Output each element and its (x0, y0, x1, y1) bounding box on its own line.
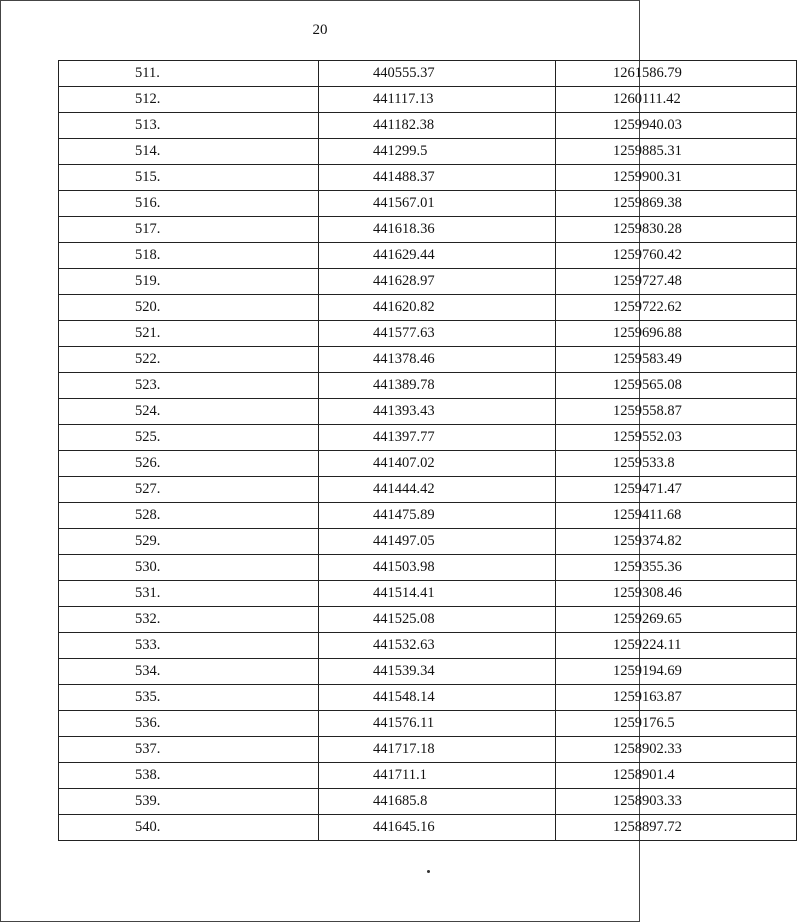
y-coordinate-cell: 1261586.79 (556, 61, 797, 87)
x-coordinate-cell: 440555.37 (319, 61, 556, 87)
point-number-cell: 537. (59, 737, 319, 763)
table-row (59, 165, 797, 191)
point-number-cell: 514. (59, 139, 319, 165)
y-coordinate-cell: 1258902.33 (556, 737, 797, 763)
y-coordinate-cell: 1259722.62 (556, 295, 797, 321)
x-coordinate-cell: 441628.97 (319, 269, 556, 295)
x-coordinate-cell: 441299.5 (319, 139, 556, 165)
x-coordinate-cell: 441407.02 (319, 451, 556, 477)
table-row (59, 607, 797, 633)
x-coordinate-cell: 441444.42 (319, 477, 556, 503)
x-coordinate-cell: 441567.01 (319, 191, 556, 217)
y-coordinate-cell: 1258897.72 (556, 815, 797, 841)
point-number-cell: 532. (59, 607, 319, 633)
point-number-cell: 531. (59, 581, 319, 607)
x-coordinate-cell: 441514.41 (319, 581, 556, 607)
point-number-cell: 515. (59, 165, 319, 191)
table-row (59, 685, 797, 711)
table-row (59, 815, 797, 841)
x-coordinate-cell: 441397.77 (319, 425, 556, 451)
table-row (59, 87, 797, 113)
y-coordinate-cell: 1259900.31 (556, 165, 797, 191)
point-number-cell: 518. (59, 243, 319, 269)
x-coordinate-cell: 441620.82 (319, 295, 556, 321)
scan-speck (427, 870, 430, 873)
x-coordinate-cell: 441576.11 (319, 711, 556, 737)
x-coordinate-cell: 441711.1 (319, 763, 556, 789)
table-row (59, 555, 797, 581)
table-row (59, 321, 797, 347)
point-number-cell: 539. (59, 789, 319, 815)
table-row (59, 711, 797, 737)
table-row (59, 113, 797, 139)
point-number-cell: 528. (59, 503, 319, 529)
table-row (59, 659, 797, 685)
x-coordinate-cell: 441475.89 (319, 503, 556, 529)
point-number-cell: 522. (59, 347, 319, 373)
y-coordinate-cell: 1259552.03 (556, 425, 797, 451)
point-number-cell: 540. (59, 815, 319, 841)
y-coordinate-cell: 1259533.8 (556, 451, 797, 477)
x-coordinate-cell: 441393.43 (319, 399, 556, 425)
y-coordinate-cell: 1259727.48 (556, 269, 797, 295)
table-row (59, 529, 797, 555)
y-coordinate-cell: 1259411.68 (556, 503, 797, 529)
table-row (59, 581, 797, 607)
y-coordinate-cell: 1259869.38 (556, 191, 797, 217)
table-row (59, 633, 797, 659)
x-coordinate-cell: 441182.38 (319, 113, 556, 139)
x-coordinate-cell: 441577.63 (319, 321, 556, 347)
table-row (59, 243, 797, 269)
point-number-cell: 523. (59, 373, 319, 399)
x-coordinate-cell: 441685.8 (319, 789, 556, 815)
y-coordinate-cell: 1258901.4 (556, 763, 797, 789)
table-row (59, 737, 797, 763)
point-number-cell: 536. (59, 711, 319, 737)
y-coordinate-cell: 1259374.82 (556, 529, 797, 555)
y-coordinate-cell: 1258903.33 (556, 789, 797, 815)
y-coordinate-cell: 1259224.11 (556, 633, 797, 659)
table-row (59, 61, 797, 87)
y-coordinate-cell: 1259355.36 (556, 555, 797, 581)
x-coordinate-cell: 441532.63 (319, 633, 556, 659)
point-number-cell: 512. (59, 87, 319, 113)
point-number-cell: 511. (59, 61, 319, 87)
table-row (59, 425, 797, 451)
table-row (59, 763, 797, 789)
table-row (59, 789, 797, 815)
table-row (59, 451, 797, 477)
point-number-cell: 524. (59, 399, 319, 425)
point-number-cell: 527. (59, 477, 319, 503)
x-coordinate-cell: 441539.34 (319, 659, 556, 685)
coordinates-table (58, 60, 797, 841)
point-number-cell: 525. (59, 425, 319, 451)
x-coordinate-cell: 441645.16 (319, 815, 556, 841)
y-coordinate-cell: 1259940.03 (556, 113, 797, 139)
y-coordinate-cell: 1259176.5 (556, 711, 797, 737)
x-coordinate-cell: 441488.37 (319, 165, 556, 191)
page-number: 20 (312, 22, 328, 38)
table-row (59, 503, 797, 529)
y-coordinate-cell: 1259471.47 (556, 477, 797, 503)
x-coordinate-cell: 441717.18 (319, 737, 556, 763)
y-coordinate-cell: 1259696.88 (556, 321, 797, 347)
y-coordinate-cell: 1259583.49 (556, 347, 797, 373)
table-row (59, 217, 797, 243)
y-coordinate-cell: 1259163.87 (556, 685, 797, 711)
table-row (59, 399, 797, 425)
point-number-cell: 519. (59, 269, 319, 295)
table-row (59, 295, 797, 321)
table-row (59, 139, 797, 165)
x-coordinate-cell: 441497.05 (319, 529, 556, 555)
y-coordinate-cell: 1259830.28 (556, 217, 797, 243)
y-coordinate-cell: 1260111.42 (556, 87, 797, 113)
point-number-cell: 535. (59, 685, 319, 711)
table-row (59, 191, 797, 217)
x-coordinate-cell: 441525.08 (319, 607, 556, 633)
table-row (59, 269, 797, 295)
y-coordinate-cell: 1259269.65 (556, 607, 797, 633)
point-number-cell: 520. (59, 295, 319, 321)
point-number-cell: 538. (59, 763, 319, 789)
x-coordinate-cell: 441117.13 (319, 87, 556, 113)
x-coordinate-cell: 441503.98 (319, 555, 556, 581)
table-row (59, 477, 797, 503)
y-coordinate-cell: 1259194.69 (556, 659, 797, 685)
x-coordinate-cell: 441548.14 (319, 685, 556, 711)
table-row (59, 347, 797, 373)
point-number-cell: 529. (59, 529, 319, 555)
point-number-cell: 534. (59, 659, 319, 685)
x-coordinate-cell: 441389.78 (319, 373, 556, 399)
x-coordinate-cell: 441618.36 (319, 217, 556, 243)
point-number-cell: 513. (59, 113, 319, 139)
x-coordinate-cell: 441378.46 (319, 347, 556, 373)
y-coordinate-cell: 1259308.46 (556, 581, 797, 607)
y-coordinate-cell: 1259565.08 (556, 373, 797, 399)
y-coordinate-cell: 1259558.87 (556, 399, 797, 425)
x-coordinate-cell: 441629.44 (319, 243, 556, 269)
point-number-cell: 533. (59, 633, 319, 659)
point-number-cell: 516. (59, 191, 319, 217)
y-coordinate-cell: 1259760.42 (556, 243, 797, 269)
point-number-cell: 517. (59, 217, 319, 243)
point-number-cell: 521. (59, 321, 319, 347)
table-row (59, 373, 797, 399)
y-coordinate-cell: 1259885.31 (556, 139, 797, 165)
point-number-cell: 530. (59, 555, 319, 581)
coordinates-table-body (59, 61, 797, 841)
point-number-cell: 526. (59, 451, 319, 477)
